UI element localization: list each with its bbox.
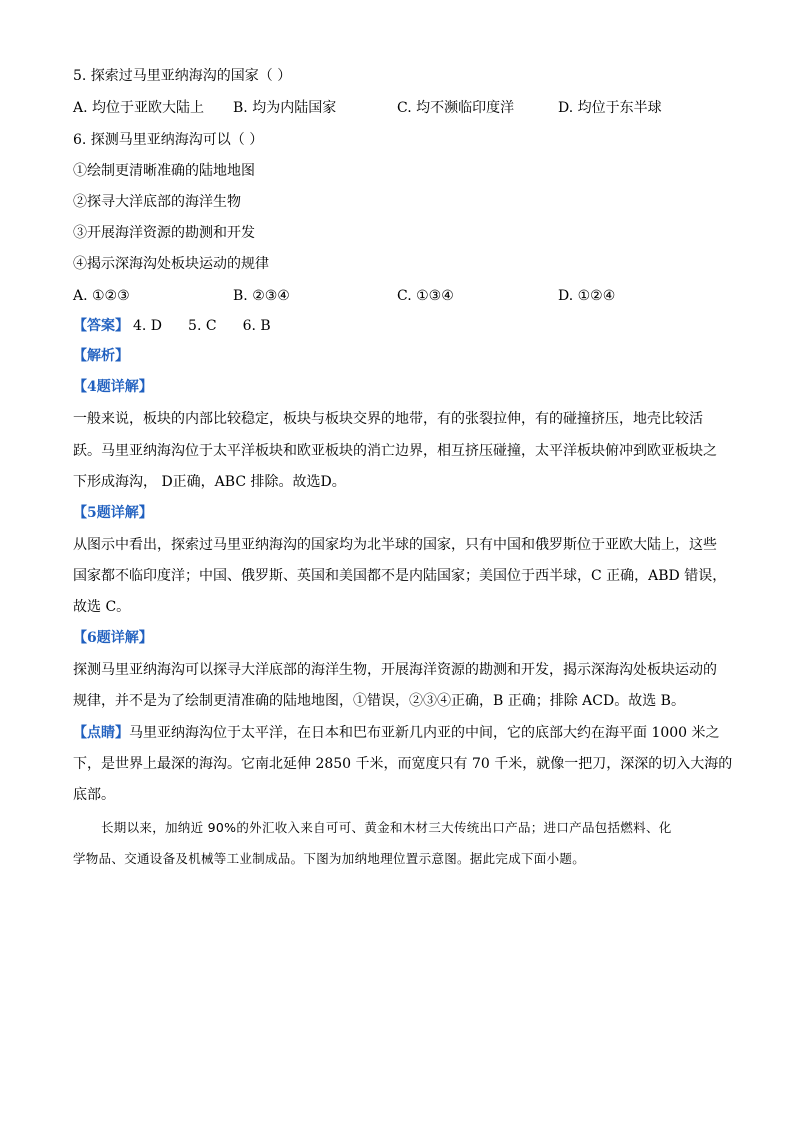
note-text: 马里亚纳海沟位于太平洋，在日本和巴布亚新几内亚的中间，它的底部大约在海平面 1000 米之 bbox=[129, 725, 720, 741]
detail-6-label: 【6题详解】 bbox=[73, 630, 153, 646]
answer-item: 6. B bbox=[242, 318, 271, 334]
answer-label: 【答案】 bbox=[73, 318, 129, 334]
answer-item: 4. D bbox=[133, 318, 163, 334]
note-line: 下，是世界上最深的海沟。它南北延伸 2850 千米，而宽度只有 70 千米，就像一把刀，深深的切入大海的 bbox=[73, 756, 733, 772]
detail-5-line: 从图示中看出，探索过马里亚纳海沟的国家均为北半球的国家，只有中国和俄罗斯位于亚欧大陆上，这些 bbox=[73, 537, 717, 553]
detail-4-line: 一般来说，板块的内部比较稳定，板块与板块交界的地带，有的张裂拉伸，有的碰撞挤压，地壳比较活 bbox=[73, 411, 703, 427]
q5-option-a: A. 均位于亚欧大陆上 bbox=[73, 100, 205, 116]
q6-option-b: B. ②③④ bbox=[233, 288, 290, 304]
detail-5-line: 国家都不临印度洋；中国、俄罗斯、英国和美国都不是内陆国家；美国位于西半球，C 正确，ABD 错误， bbox=[73, 568, 727, 584]
q6-item-3: ③开展海洋资源的勘测和开发 bbox=[73, 225, 255, 241]
analysis-label: 【解析】 bbox=[73, 348, 129, 364]
q6-item-2: ②探寻大洋底部的海洋生物 bbox=[73, 194, 241, 210]
detail-6-line: 探测马里亚纳海沟可以探寻大洋底部的海洋生物，开展海洋资源的勘测和开发，揭示深海沟处板块运动的 bbox=[73, 662, 717, 678]
answer-item: 5. C bbox=[188, 318, 217, 334]
detail-4-label: 【4题详解】 bbox=[73, 379, 153, 395]
q5-option-d: D. 均位于东半球 bbox=[558, 100, 662, 116]
note-label: 【点睛】 bbox=[73, 725, 129, 741]
q5-option-b: B. 均为内陆国家 bbox=[233, 100, 337, 116]
question-6-stem: 6. 探测马里亚纳海沟可以（ ） bbox=[73, 132, 264, 148]
detail-5-label: 【5题详解】 bbox=[73, 505, 153, 521]
detail-6-line: 规律，并不是为了绘制更清准确的陆地地图，①错误，②③④正确，B 正确；排除 ACD。故选 B。 bbox=[73, 693, 685, 709]
detail-4-line: 下形成海沟， D正确，ABC 排除。故选D。 bbox=[73, 474, 346, 490]
note-line: 底部。 bbox=[73, 787, 115, 803]
question-5-stem: 5. 探索过马里亚纳海沟的国家（ ） bbox=[73, 68, 292, 84]
q5-option-c: C. 均不濒临印度洋 bbox=[397, 100, 515, 116]
q6-item-1: ①绘制更清晰准确的陆地地图 bbox=[73, 163, 255, 179]
detail-4-line: 跃。马里亚纳海沟位于太平洋板块和欧亚板块的消亡边界，相互挤压碰撞，太平洋板块俯冲到欧亚板块之 bbox=[73, 443, 717, 459]
note-line bbox=[73, 723, 720, 743]
q6-option-d: D. ①②④ bbox=[558, 288, 616, 304]
q6-option-a: A. ①②③ bbox=[73, 288, 130, 304]
ghana-intro-line: 学物品、交通设备及机械等工业制成品。下图为加纳地理位置示意图。据此完成下面小题。 bbox=[73, 851, 586, 866]
ghana-intro-line: 长期以来，加纳近 90%的外汇收入来自可可、黄金和木材三大传统出口产品；进口产品包括燃料、化 bbox=[101, 820, 672, 835]
answer-line bbox=[73, 316, 271, 336]
q6-option-c: C. ①③④ bbox=[397, 288, 454, 304]
detail-5-line: 故选 C。 bbox=[73, 599, 131, 615]
q6-item-4: ④揭示深海沟处板块运动的规律 bbox=[73, 256, 269, 272]
